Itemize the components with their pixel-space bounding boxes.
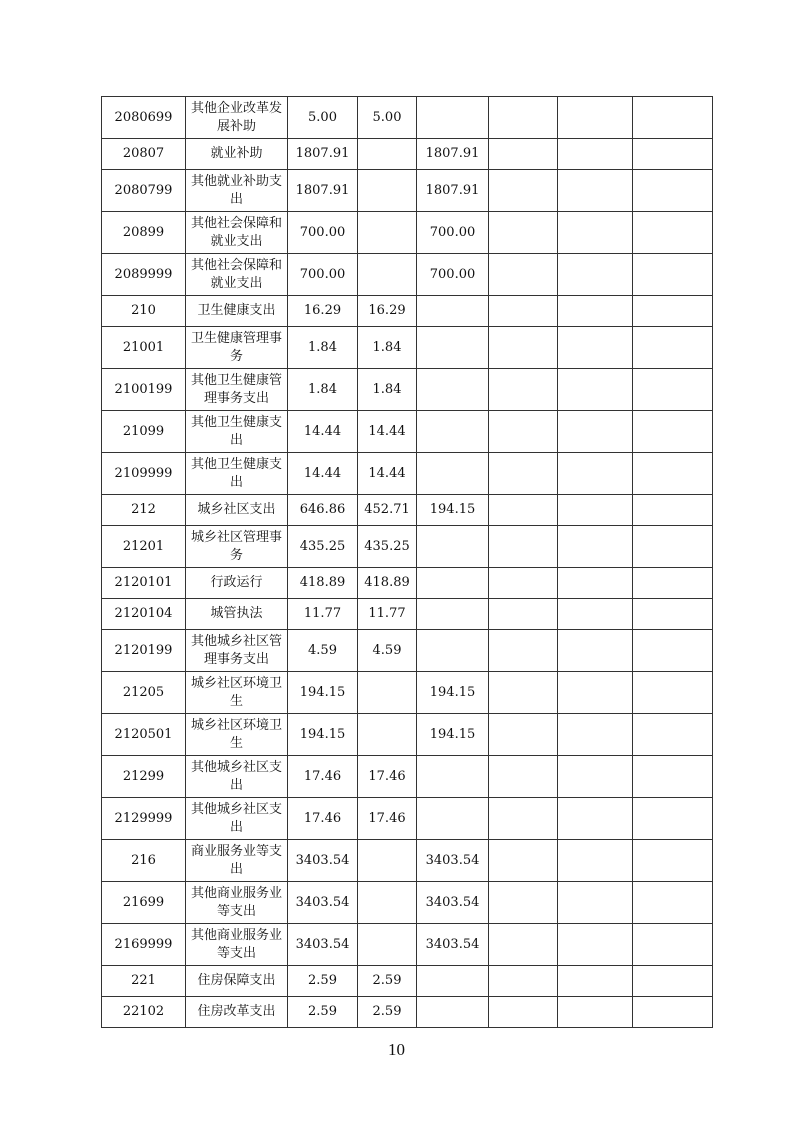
empty-cell: [633, 411, 713, 453]
project-expense-cell: [417, 568, 489, 599]
empty-cell: [489, 453, 558, 495]
code-cell: 2109999: [102, 453, 186, 495]
empty-cell: [558, 997, 633, 1028]
project-expense-cell: 3403.54: [417, 882, 489, 924]
empty-cell: [558, 97, 633, 139]
empty-cell: [633, 672, 713, 714]
empty-cell: [489, 170, 558, 212]
empty-cell: [633, 327, 713, 369]
code-cell: 21699: [102, 882, 186, 924]
empty-cell: [489, 526, 558, 568]
empty-cell: [558, 296, 633, 327]
empty-cell: [633, 568, 713, 599]
code-cell: 2120199: [102, 630, 186, 672]
total-cell: 17.46: [288, 756, 358, 798]
code-cell: 2080799: [102, 170, 186, 212]
table-row: [102, 327, 713, 369]
project-expense-cell: [417, 327, 489, 369]
code-cell: 2089999: [102, 254, 186, 296]
project-expense-cell: [417, 798, 489, 840]
code-cell: 212: [102, 495, 186, 526]
name-cell: 住房改革支出: [186, 997, 288, 1028]
project-expense-cell: [417, 369, 489, 411]
empty-cell: [489, 212, 558, 254]
basic-expense-cell: 452.71: [358, 495, 417, 526]
table-row: [102, 139, 713, 170]
name-cell: 其他城乡社区管理事务支出: [186, 630, 288, 672]
empty-cell: [558, 568, 633, 599]
table-row: [102, 756, 713, 798]
table-row: [102, 997, 713, 1028]
name-cell: 城乡社区环境卫生: [186, 672, 288, 714]
code-cell: 21205: [102, 672, 186, 714]
basic-expense-cell: [358, 924, 417, 966]
basic-expense-cell: [358, 672, 417, 714]
basic-expense-cell: 2.59: [358, 997, 417, 1028]
code-cell: 21201: [102, 526, 186, 568]
project-expense-cell: [417, 630, 489, 672]
empty-cell: [633, 756, 713, 798]
empty-cell: [489, 495, 558, 526]
project-expense-cell: [417, 97, 489, 139]
name-cell: 其他城乡社区支出: [186, 798, 288, 840]
empty-cell: [489, 139, 558, 170]
table-row: [102, 296, 713, 327]
code-cell: 2120104: [102, 599, 186, 630]
total-cell: 5.00: [288, 97, 358, 139]
total-cell: 1.84: [288, 327, 358, 369]
table-row: [102, 453, 713, 495]
total-cell: 700.00: [288, 254, 358, 296]
empty-cell: [489, 630, 558, 672]
table-row: [102, 495, 713, 526]
empty-cell: [489, 714, 558, 756]
table-row: [102, 254, 713, 296]
empty-cell: [558, 756, 633, 798]
project-expense-cell: [417, 453, 489, 495]
table-row: [102, 714, 713, 756]
basic-expense-cell: [358, 840, 417, 882]
empty-cell: [633, 97, 713, 139]
name-cell: 卫生健康管理事务: [186, 327, 288, 369]
empty-cell: [489, 296, 558, 327]
total-cell: 2.59: [288, 966, 358, 997]
total-cell: 17.46: [288, 798, 358, 840]
table-row: [102, 568, 713, 599]
basic-expense-cell: 17.46: [358, 798, 417, 840]
empty-cell: [558, 714, 633, 756]
empty-cell: [558, 966, 633, 997]
page-number: 10: [388, 1040, 405, 1059]
total-cell: 435.25: [288, 526, 358, 568]
empty-cell: [558, 882, 633, 924]
project-expense-cell: 194.15: [417, 672, 489, 714]
empty-cell: [633, 798, 713, 840]
empty-cell: [489, 924, 558, 966]
basic-expense-cell: [358, 170, 417, 212]
empty-cell: [489, 798, 558, 840]
empty-cell: [633, 212, 713, 254]
project-expense-cell: [417, 296, 489, 327]
project-expense-cell: 700.00: [417, 254, 489, 296]
empty-cell: [558, 840, 633, 882]
table-row: [102, 966, 713, 997]
empty-cell: [489, 756, 558, 798]
project-expense-cell: [417, 526, 489, 568]
empty-cell: [489, 840, 558, 882]
empty-cell: [489, 369, 558, 411]
basic-expense-cell: 17.46: [358, 756, 417, 798]
total-cell: 1807.91: [288, 139, 358, 170]
empty-cell: [633, 840, 713, 882]
total-cell: 418.89: [288, 568, 358, 599]
empty-cell: [558, 798, 633, 840]
code-cell: 2080699: [102, 97, 186, 139]
name-cell: 卫生健康支出: [186, 296, 288, 327]
project-expense-cell: 194.15: [417, 714, 489, 756]
empty-cell: [558, 672, 633, 714]
budget-table: [101, 96, 713, 1028]
total-cell: 3403.54: [288, 924, 358, 966]
table-row: [102, 212, 713, 254]
basic-expense-cell: 11.77: [358, 599, 417, 630]
name-cell: 其他城乡社区支出: [186, 756, 288, 798]
empty-cell: [558, 254, 633, 296]
project-expense-cell: [417, 756, 489, 798]
empty-cell: [558, 924, 633, 966]
empty-cell: [633, 599, 713, 630]
code-cell: 20899: [102, 212, 186, 254]
empty-cell: [633, 714, 713, 756]
empty-cell: [489, 254, 558, 296]
name-cell: 其他社会保障和就业支出: [186, 212, 288, 254]
empty-cell: [558, 630, 633, 672]
table-row: [102, 798, 713, 840]
empty-cell: [489, 599, 558, 630]
total-cell: 194.15: [288, 672, 358, 714]
basic-expense-cell: 1.84: [358, 369, 417, 411]
table-row: [102, 369, 713, 411]
table-row: [102, 630, 713, 672]
empty-cell: [558, 411, 633, 453]
table-row: [102, 840, 713, 882]
name-cell: 就业补助: [186, 139, 288, 170]
empty-cell: [633, 170, 713, 212]
total-cell: 700.00: [288, 212, 358, 254]
empty-cell: [489, 327, 558, 369]
empty-cell: [558, 170, 633, 212]
name-cell: 其他商业服务业等支出: [186, 924, 288, 966]
total-cell: 11.77: [288, 599, 358, 630]
code-cell: 20807: [102, 139, 186, 170]
project-expense-cell: 1807.91: [417, 170, 489, 212]
basic-expense-cell: [358, 212, 417, 254]
total-cell: 4.59: [288, 630, 358, 672]
empty-cell: [633, 924, 713, 966]
empty-cell: [633, 254, 713, 296]
empty-cell: [558, 495, 633, 526]
basic-expense-cell: 14.44: [358, 411, 417, 453]
basic-expense-cell: 2.59: [358, 966, 417, 997]
name-cell: 城乡社区支出: [186, 495, 288, 526]
name-cell: 行政运行: [186, 568, 288, 599]
empty-cell: [558, 327, 633, 369]
empty-cell: [633, 630, 713, 672]
name-cell: 商业服务业等支出: [186, 840, 288, 882]
empty-cell: [489, 97, 558, 139]
project-expense-cell: [417, 599, 489, 630]
empty-cell: [633, 296, 713, 327]
name-cell: 其他社会保障和就业支出: [186, 254, 288, 296]
total-cell: 3403.54: [288, 840, 358, 882]
empty-cell: [489, 568, 558, 599]
name-cell: 其他卫生健康支出: [186, 453, 288, 495]
name-cell: 其他企业改革发展补助: [186, 97, 288, 139]
code-cell: 21299: [102, 756, 186, 798]
project-expense-cell: 3403.54: [417, 924, 489, 966]
name-cell: 城乡社区环境卫生: [186, 714, 288, 756]
empty-cell: [489, 997, 558, 1028]
project-expense-cell: 3403.54: [417, 840, 489, 882]
empty-cell: [489, 882, 558, 924]
code-cell: 22102: [102, 997, 186, 1028]
name-cell: 城乡社区管理事务: [186, 526, 288, 568]
basic-expense-cell: [358, 139, 417, 170]
total-cell: 3403.54: [288, 882, 358, 924]
project-expense-cell: 194.15: [417, 495, 489, 526]
empty-cell: [633, 966, 713, 997]
name-cell: 住房保障支出: [186, 966, 288, 997]
total-cell: 16.29: [288, 296, 358, 327]
table-row: [102, 599, 713, 630]
empty-cell: [489, 411, 558, 453]
empty-cell: [633, 139, 713, 170]
name-cell: 其他卫生健康管理事务支出: [186, 369, 288, 411]
empty-cell: [558, 212, 633, 254]
basic-expense-cell: 1.84: [358, 327, 417, 369]
total-cell: 14.44: [288, 453, 358, 495]
basic-expense-cell: [358, 254, 417, 296]
basic-expense-cell: [358, 714, 417, 756]
total-cell: 646.86: [288, 495, 358, 526]
empty-cell: [558, 369, 633, 411]
basic-expense-cell: 418.89: [358, 568, 417, 599]
basic-expense-cell: 16.29: [358, 296, 417, 327]
code-cell: 2120101: [102, 568, 186, 599]
code-cell: 216: [102, 840, 186, 882]
code-cell: 2129999: [102, 798, 186, 840]
table-row: [102, 170, 713, 212]
project-expense-cell: [417, 411, 489, 453]
total-cell: 2.59: [288, 997, 358, 1028]
project-expense-cell: [417, 966, 489, 997]
code-cell: 2100199: [102, 369, 186, 411]
basic-expense-cell: 5.00: [358, 97, 417, 139]
empty-cell: [633, 495, 713, 526]
name-cell: 其他商业服务业等支出: [186, 882, 288, 924]
empty-cell: [558, 526, 633, 568]
name-cell: 城管执法: [186, 599, 288, 630]
empty-cell: [558, 139, 633, 170]
code-cell: 210: [102, 296, 186, 327]
table-row: [102, 526, 713, 568]
project-expense-cell: 1807.91: [417, 139, 489, 170]
table-row: [102, 411, 713, 453]
empty-cell: [633, 526, 713, 568]
basic-expense-cell: [358, 882, 417, 924]
code-cell: 2120501: [102, 714, 186, 756]
empty-cell: [489, 966, 558, 997]
empty-cell: [633, 453, 713, 495]
table-row: [102, 882, 713, 924]
empty-cell: [558, 599, 633, 630]
basic-expense-cell: 435.25: [358, 526, 417, 568]
code-cell: 2169999: [102, 924, 186, 966]
table-row: [102, 672, 713, 714]
empty-cell: [633, 997, 713, 1028]
basic-expense-cell: 4.59: [358, 630, 417, 672]
code-cell: 221: [102, 966, 186, 997]
total-cell: 1.84: [288, 369, 358, 411]
table-row: [102, 97, 713, 139]
empty-cell: [558, 453, 633, 495]
basic-expense-cell: 14.44: [358, 453, 417, 495]
total-cell: 14.44: [288, 411, 358, 453]
name-cell: 其他卫生健康支出: [186, 411, 288, 453]
project-expense-cell: 700.00: [417, 212, 489, 254]
name-cell: 其他就业补助支出: [186, 170, 288, 212]
code-cell: 21099: [102, 411, 186, 453]
project-expense-cell: [417, 997, 489, 1028]
total-cell: 194.15: [288, 714, 358, 756]
code-cell: 21001: [102, 327, 186, 369]
total-cell: 1807.91: [288, 170, 358, 212]
empty-cell: [489, 672, 558, 714]
table-body: [102, 97, 713, 1028]
table-row: [102, 924, 713, 966]
empty-cell: [633, 882, 713, 924]
empty-cell: [633, 369, 713, 411]
